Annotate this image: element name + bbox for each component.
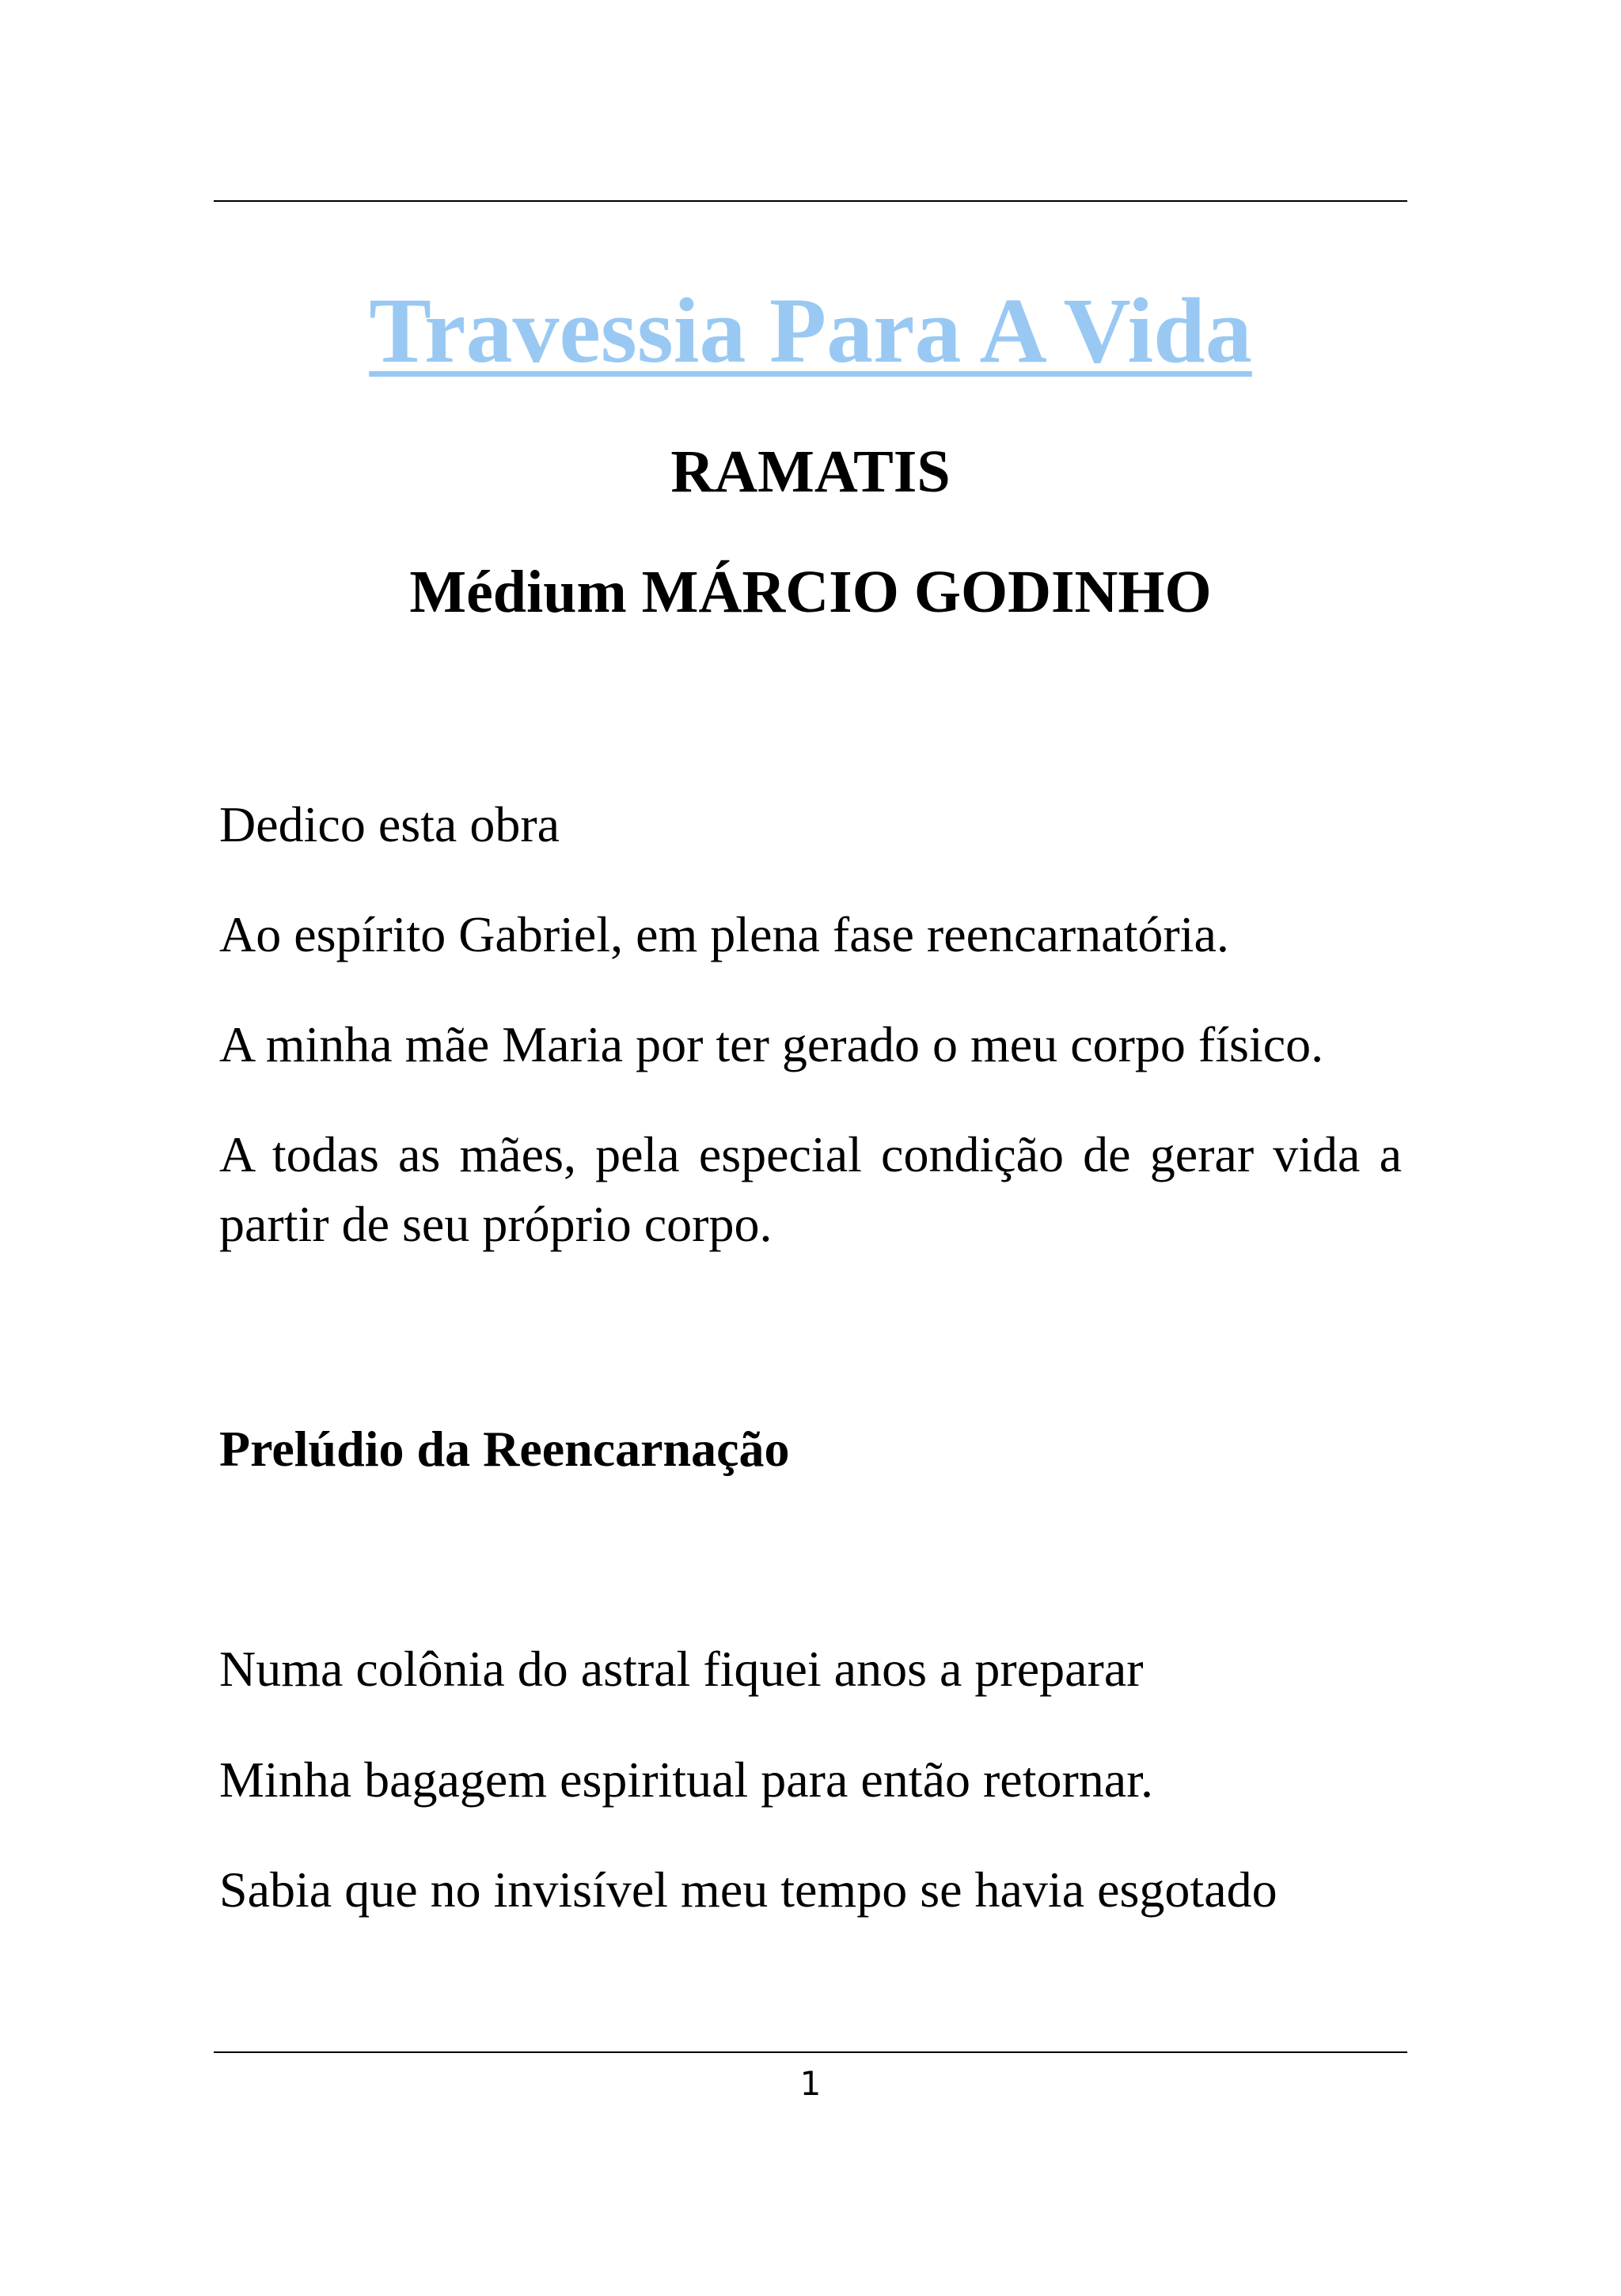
poem-line-2: Minha bagagem espiritual para então retornar.	[219, 1751, 1153, 1808]
section-heading: Prelúdio da Reencarnação	[219, 1421, 790, 1477]
page-number: 1	[799, 2064, 822, 2103]
book-title	[0, 275, 1621, 386]
footer-rule	[214, 2051, 1407, 2053]
dedication-line-1: Dedico esta obra	[219, 796, 560, 852]
book-title-text: Travessia Para A Vida	[369, 279, 1252, 382]
author-name: RAMATIS	[670, 438, 951, 505]
dedication-line-4: A todas as mães, pela especial condição de gerar vida a partir de seu próprio corpo.	[219, 1126, 1402, 1252]
poem-line-1: Numa colônia do astral fiquei anos a preparar	[219, 1641, 1144, 1697]
header-rule	[214, 200, 1407, 202]
medium-name: Médium MÁRCIO GODINHO	[409, 559, 1212, 625]
dedication-line-2: Ao espírito Gabriel, em plena fase reencarnatória.	[219, 906, 1229, 962]
poem-line-3: Sabia que no invisível meu tempo se havia esgotado	[219, 1861, 1277, 1918]
dedication-line-3: A minha mãe Maria por ter gerado o meu corpo físico.	[219, 1016, 1324, 1072]
